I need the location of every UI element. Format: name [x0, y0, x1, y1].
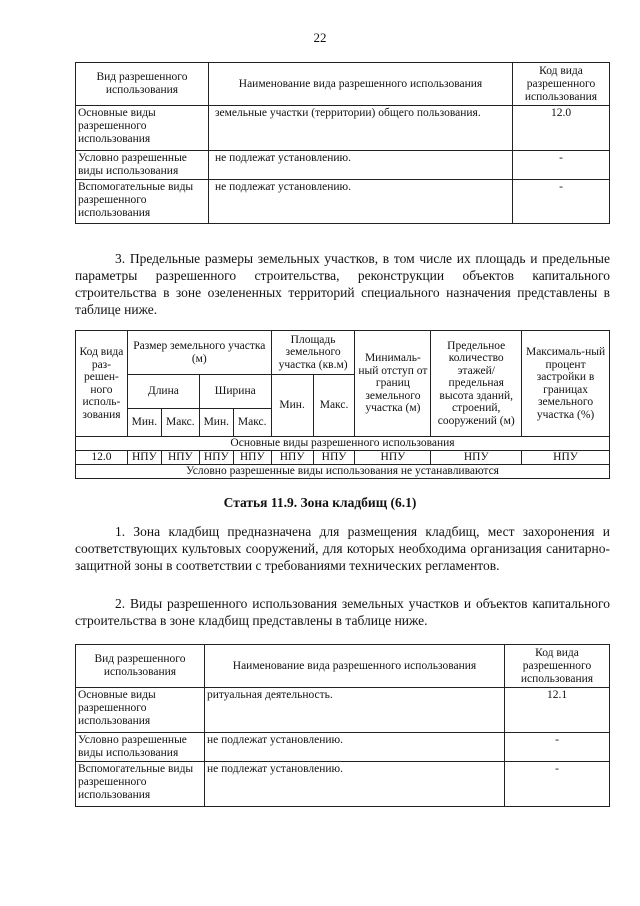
header-length-min: Мин.: [127, 409, 161, 437]
cell-max-percent: НПУ: [522, 451, 610, 465]
header-length: Длина: [127, 375, 199, 409]
paragraph-cemetery-purpose: 1. Зона кладбищ предназначена для размещения кладбищ, мест захоронения и соответствующих культовых сооружений, для которых необходима организация санитарно-защитной зоны в соответствии с требованиями технических регламентов.: [75, 524, 610, 573]
header-width: Ширина: [199, 375, 271, 409]
header-width-min: Мин.: [199, 409, 233, 437]
paragraph-cemetery-uses: 2. Виды разрешенного использования земельных участков и объектов капитального строительства в зоне кладбищ представлены в таблице ниже.: [75, 596, 610, 628]
row-use-name: земельные участки (территории) общего пользования.: [209, 106, 513, 151]
row-use-name: не подлежат установлению.: [209, 151, 513, 180]
cell-floors-height: НПУ: [431, 451, 522, 465]
header-min-offset: Минималь-ный отступ от границ земельного участка (м): [355, 331, 431, 437]
row-use-type: Основные виды разрешенного использования: [76, 106, 209, 151]
table-row: [76, 451, 610, 465]
row-use-code: -: [513, 151, 610, 180]
cell-length-max: НПУ: [161, 451, 199, 465]
cell-code: 12.0: [76, 451, 128, 465]
cell-area-max: НПУ: [313, 451, 355, 465]
row-use-type: Вспомогательные виды разрешенного использования: [76, 180, 209, 224]
header-width-max: Макс.: [233, 409, 271, 437]
table-row: [76, 180, 610, 224]
header-plot-size: Размер земельного участка (м): [127, 331, 271, 375]
cell-width-min: НПУ: [199, 451, 233, 465]
header-code: Код вида раз-решен-ного исполь-зования: [76, 331, 128, 437]
section-main-label: Основные виды разрешенного использования: [76, 437, 610, 451]
permitted-use-table-cemetery: [75, 644, 610, 807]
header-use-code: Код вида разрешенного использования: [505, 645, 610, 688]
cell-width-max: НПУ: [233, 451, 271, 465]
table-row: [76, 762, 610, 807]
row-use-code: 12.0: [513, 106, 610, 151]
row-use-type: Условно разрешенные виды использования: [76, 733, 205, 762]
cell-min-offset: НПУ: [355, 451, 431, 465]
header-use-name: Наименование вида разрешенного использования: [205, 645, 505, 688]
row-use-code: 12.1: [505, 688, 610, 733]
row-use-name: не подлежат установлению.: [205, 733, 505, 762]
header-use-type: Вид разрешенного использования: [76, 645, 205, 688]
header-max-percent: Максималь-ный процент застройки в границах земельного участка (%): [522, 331, 610, 437]
table-row: [76, 151, 610, 180]
header-area: Площадь земельного участка (кв.м): [271, 331, 355, 375]
table-row: [76, 688, 610, 733]
row-use-name: не подлежат установлению.: [209, 180, 513, 224]
cell-length-min: НПУ: [127, 451, 161, 465]
header-length-max: Макс.: [161, 409, 199, 437]
header-use-type: Вид разрешенного использования: [76, 63, 209, 106]
table-header-row: [76, 63, 610, 106]
row-use-code: -: [505, 762, 610, 807]
row-use-code: -: [513, 180, 610, 224]
header-area-max: Макс.: [313, 375, 355, 437]
row-use-type: Основные виды разрешенного использования: [76, 688, 205, 733]
row-use-type: Условно разрешенные виды использования: [76, 151, 209, 180]
header-use-name: Наименование вида разрешенного использования: [209, 63, 513, 106]
row-use-code: -: [505, 733, 610, 762]
section-row-main: [76, 437, 610, 451]
row-use-name: ритуальная деятельность.: [205, 688, 505, 733]
article-heading: Статья 11.9. Зона кладбищ (6.1): [223, 495, 417, 510]
row-use-name: не подлежат установлению.: [205, 762, 505, 807]
page-number: 22: [313, 30, 327, 45]
header-area-min: Мин.: [271, 375, 313, 437]
table-row: [76, 733, 610, 762]
header-floors-height: Предельное количество этажей/ предельная высота зданий, строений, сооружений (м): [431, 331, 522, 437]
cell-area-min: НПУ: [271, 451, 313, 465]
section-row-conditional: [76, 464, 610, 478]
plot-parameters-table: [75, 330, 610, 479]
table-header-row: [76, 645, 610, 688]
section-conditional-label: Условно разрешенные виды использования не устанавливаются: [76, 464, 610, 478]
paragraph-limits-intro: 3. Предельные размеры земельных участков, в том числе их площадь и предельные параметры разрешенного строительства, реконструкции объектов капитального строительства в зоне озелененных территорий специального назначения представлены в таблице ниже.: [75, 251, 610, 317]
row-use-type: Вспомогательные виды разрешенного использования: [76, 762, 205, 807]
table-row: [76, 106, 610, 151]
header-use-code: Код вида разрешенного использования: [513, 63, 610, 106]
permitted-use-table-greenery: [75, 62, 610, 224]
